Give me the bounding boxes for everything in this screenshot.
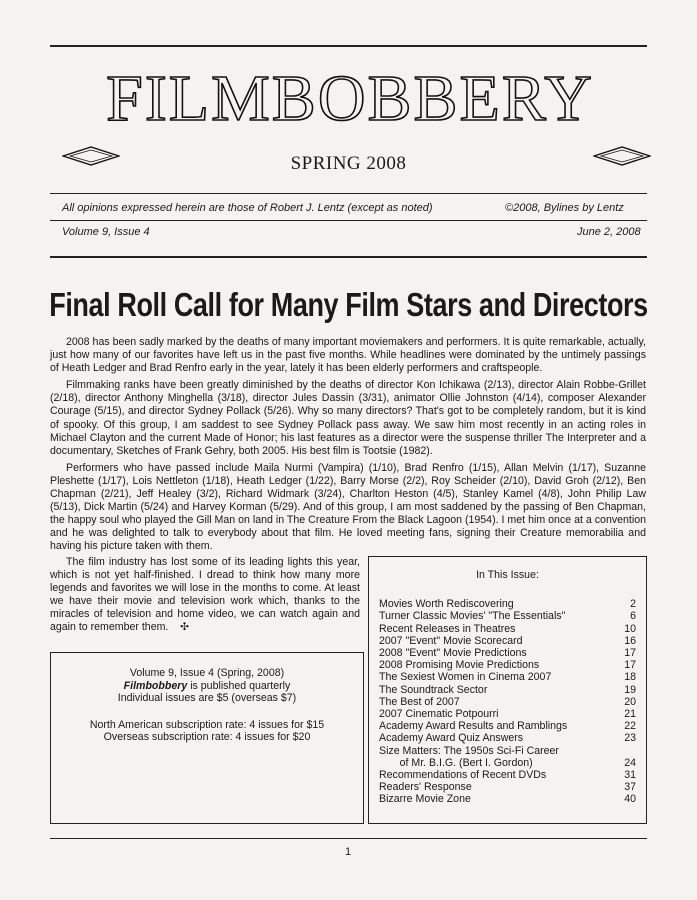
toc-item-page: 37 bbox=[624, 781, 636, 794]
toc-item bbox=[379, 610, 636, 622]
toc-item-label: 2007 "Event" Movie Scorecard bbox=[379, 634, 523, 647]
toc-title: In This Issue: bbox=[476, 569, 539, 581]
info-rule-top bbox=[50, 193, 647, 194]
article-paragraph-3: Performers who have passed include Maila Nurmi (Vampira) (1/10), Brad Renfro (1/15), Allan Melvin (1/17), Suzanne Pleshette (1/17), Lois Nettleton (1/18), Heath Ledger (1/22), Barry Morse (2/2), Roy Scheider (2/10), David Groh (2/12), Ben Chapman (2/21), Jeff Healey (3/2), Richard Widmark (3/24), Charlton Heston (4/5), Stanley Kamel (4/8), John Philip Law (5/13), Dick Martin (5/24) and Harvey Korman (5/29). And of this group, I am most saddened by the passing of Ben Chapman, the happy soul who played the Gill Man on land in The Creature From the Black Lagoon (1954). I met him once at a convention and he was delighted to talk to everybody about that film. He loved meeting fans, signing their Creature memorabilia and having his picture taken with them. bbox=[50, 461, 646, 553]
subscription-published bbox=[51, 680, 363, 693]
toc-item-label: 2007 Cinematic Potpourri bbox=[379, 708, 499, 721]
toc-item-page: 31 bbox=[624, 769, 636, 782]
toc-item-page: 16 bbox=[624, 634, 636, 647]
toc-item-page: 6 bbox=[630, 610, 636, 623]
toc-item bbox=[379, 623, 636, 635]
toc-item-label: 2008 Promising Movie Predictions bbox=[379, 659, 540, 672]
toc-item-label: Turner Classic Movies' "The Essentials" bbox=[379, 610, 566, 623]
toc-item bbox=[379, 720, 636, 732]
toc-item bbox=[379, 732, 636, 744]
toc-item-page: 19 bbox=[624, 683, 636, 696]
publication-name: Filmbobbery bbox=[123, 679, 188, 692]
subscription-volume: Volume 9, Issue 4 (Spring, 2008) bbox=[129, 667, 285, 679]
volume-issue: Volume 9, Issue 4 bbox=[62, 226, 150, 238]
toc-item bbox=[379, 635, 636, 647]
subscription-box bbox=[50, 652, 364, 824]
toc-item-label: Readers' Response bbox=[379, 781, 472, 794]
toc-item-page: 24 bbox=[624, 756, 636, 769]
toc-item-label: Academy Award Quiz Answers bbox=[379, 732, 524, 745]
toc-list bbox=[379, 598, 636, 805]
toc-item bbox=[379, 757, 636, 769]
issue-season: SPRING 2008 bbox=[290, 153, 407, 174]
toc-item-page: 2 bbox=[630, 598, 636, 611]
article-closing bbox=[50, 556, 360, 635]
info-rule-middle bbox=[50, 220, 647, 221]
subscription-na-rate: North American subscription rate: 4 issues for $15 bbox=[89, 718, 325, 731]
toc-item bbox=[379, 659, 636, 671]
toc-item-label: Bizarre Movie Zone bbox=[379, 793, 471, 806]
toc-item bbox=[379, 708, 636, 720]
copyright: ©2008, Bylines by Lentz bbox=[505, 202, 624, 214]
toc-item bbox=[379, 781, 636, 793]
toc-item-page: 22 bbox=[624, 720, 636, 733]
closing-text: The film industry has lost some of its leading lights this year, which is not yet half-finished. I dread to think how many more legends and favorites we will lose in the months to come. At least we have their movie and television work which, thanks to the miracles of television and home video, we can watch again and again to remember them. bbox=[50, 556, 360, 634]
subscription-individual-price: Individual issues are $5 (overseas $7) bbox=[117, 692, 297, 705]
toc-item-page: 40 bbox=[624, 793, 636, 806]
toc-item-label: Academy Award Results and Ramblings bbox=[379, 720, 568, 733]
toc-item-page: 18 bbox=[624, 671, 636, 684]
end-mark-icon: ✣ bbox=[180, 621, 190, 634]
toc-item-label: Size Matters: The 1950s Sci-Fi Career bbox=[379, 744, 559, 757]
top-rule bbox=[50, 45, 647, 47]
toc-item-label: 2008 "Event" Movie Predictions bbox=[379, 647, 527, 660]
toc-item bbox=[379, 769, 636, 781]
left-diamond-ornament-icon bbox=[62, 146, 120, 166]
table-of-contents bbox=[368, 556, 647, 824]
article-headline: Final Roll Call for Many Film Stars and Directors bbox=[49, 286, 648, 324]
toc-item-label: The Best of 2007 bbox=[379, 695, 460, 708]
toc-item-page: 17 bbox=[624, 647, 636, 660]
toc-item-label: The Soundtrack Sector bbox=[379, 683, 488, 696]
toc-item-label: Recommendations of Recent DVDs bbox=[379, 769, 547, 782]
toc-item-label: Movies Worth Rediscovering bbox=[379, 598, 514, 611]
article-paragraph-4 bbox=[50, 556, 360, 635]
toc-item-page: 21 bbox=[624, 708, 636, 721]
article-body bbox=[50, 336, 646, 558]
toc-item-page: 20 bbox=[624, 695, 636, 708]
toc-item-label: Recent Releases in Theatres bbox=[379, 622, 516, 635]
publication-frequency: is published quarterly bbox=[187, 679, 291, 692]
toc-item bbox=[379, 684, 636, 696]
toc-item-page: 23 bbox=[624, 732, 636, 745]
toc-item bbox=[379, 696, 636, 708]
article-paragraph-1: 2008 has been sadly marked by the deaths of many important moviemakers and performers. It is quite remarkable, actually, just how many of our favorites have left us in the past five months. While headlines were dominated by the untimely passings of Heath Ledger and Brad Renfro early in the year, lately it has been elderly performers and craftspeople. bbox=[50, 336, 646, 375]
toc-item-label: of Mr. B.I.G. (Bert I. Gordon) bbox=[379, 756, 533, 769]
disclaimer: All opinions expressed herein are those of Robert J. Lentz (except as noted) bbox=[62, 202, 433, 214]
subscription-overseas-rate: Overseas subscription rate: 4 issues for $20 bbox=[103, 731, 311, 744]
toc-item-label: The Sexiest Women in Cinema 2007 bbox=[379, 671, 552, 684]
toc-item bbox=[379, 745, 636, 757]
article-paragraph-2: Filmmaking ranks have been greatly diminished by the deaths of director Kon Ichikawa (2/13), director Alain Robbe-Grillet (2/18), director Anthony Minghella (3/18), director Jules Dassin (3/31), animator Ollie Johnston (4/14), composer Alexander Courage (5/15), and director Sydney Pollack (5/26). Why so many directors? That's got to be completely random, but it is kind of spooky. Of this group, I am saddest to see Sydney Pollack pass away. We saw him most recently in an acting roles in Michael Clayton and the current Made of Honor; his last features as a director were the suspense thriller The Interpreter and a documentary, Sketches of Frank Gehry, both 2005. His best film is Tootsie (1982). bbox=[50, 379, 646, 457]
toc-item bbox=[379, 598, 636, 610]
masthead-title: FILMBOBBERY bbox=[106, 62, 594, 135]
toc-item bbox=[379, 647, 636, 659]
issue-date: June 2, 2008 bbox=[577, 226, 641, 238]
info-rule-bottom bbox=[50, 256, 647, 258]
toc-item-page: 10 bbox=[624, 622, 636, 635]
toc-item-page: 17 bbox=[624, 659, 636, 672]
toc-item bbox=[379, 671, 636, 683]
toc-item bbox=[379, 793, 636, 805]
page-number: 1 bbox=[344, 846, 352, 858]
right-diamond-ornament-icon bbox=[593, 146, 651, 166]
toc-item-page bbox=[612, 745, 636, 757]
bottom-rule bbox=[50, 838, 647, 839]
